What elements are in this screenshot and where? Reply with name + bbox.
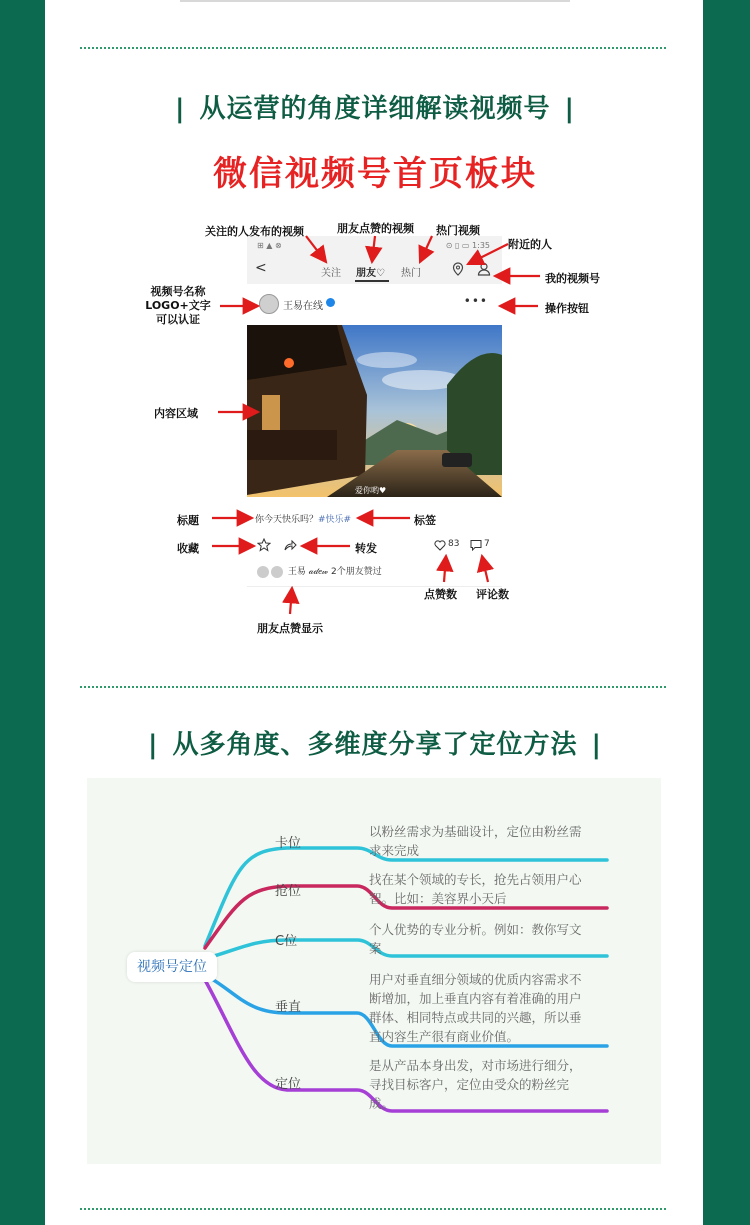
like-count: 83: [448, 539, 460, 549]
desc-dingwei: 是从产品本身出发，对市场进行细分， 寻找目标客户，定位由受众的粉丝完 成。: [369, 1058, 582, 1111]
label-share: 转发: [355, 542, 377, 555]
label-content: 内容区域: [154, 407, 198, 420]
dotted-divider: [80, 686, 666, 688]
tab-friends[interactable]: 朋友♡: [356, 268, 385, 279]
status-right: ⊙ ▯ ▭ 1:35: [445, 241, 490, 250]
mind-map-root: 视频号定位: [127, 952, 217, 982]
more-button[interactable]: •••: [463, 294, 488, 308]
branch-cwei: C位: [275, 934, 298, 949]
section1-title: | 从运营的角度详细解读视频号 |: [174, 94, 575, 124]
label-like-count: 点赞数: [424, 588, 457, 601]
post-tag[interactable]: #快乐#: [318, 515, 352, 525]
label-title: 标题: [177, 514, 199, 527]
label-comment-count: 评论数: [476, 588, 509, 601]
tab-hot[interactable]: 热门: [401, 268, 421, 279]
post-title: 你今天快乐吗？#快乐#: [255, 515, 352, 525]
mind-map: [87, 778, 661, 1164]
tab-follow[interactable]: 关注: [321, 268, 341, 279]
branch-chuizhi: 垂直: [275, 1000, 302, 1015]
label-hot: 热门视频: [436, 224, 480, 237]
desc-kawei: 以粉丝需求为基础设计，定位由粉丝需 求来完成: [369, 824, 582, 858]
account-name[interactable]: 王易在线: [283, 301, 323, 312]
status-left: ⊞ ▲ ⊗: [257, 241, 282, 250]
photo-caption: 爱你哟♥: [355, 486, 387, 495]
label-mine: 我的视频号: [545, 272, 600, 285]
branch-dingwei: 定位: [275, 1077, 302, 1092]
desc-chuizhi: 用户对垂直细分领域的优质内容需求不 断增加，加上垂直内容有着准确的用户 群体、相同特点或共同的兴趣，所以垂 直内容生产很有商业价值。: [369, 972, 582, 1044]
section2-title: | 从多角度、多维度分享了定位方法 |: [147, 730, 602, 760]
label-follow: 关注的人发布的视频: [205, 225, 304, 238]
desc-qiangwei: 找在某个领域的专长，抢先占领用户心 智。比如：美容界小天后: [369, 872, 582, 906]
label-friend-like: 朋友点赞显示: [257, 622, 323, 635]
comment-count: 7: [484, 539, 490, 549]
branch-qiangwei: 抢位: [275, 884, 302, 899]
branch-kawei: 卡位: [275, 836, 302, 851]
desc-cwei: 个人优势的专业分析。例如：教你写文 案: [369, 922, 582, 956]
label-nearby: 附近的人: [508, 238, 552, 251]
label-fav: 收藏: [177, 542, 199, 555]
label-tag: 标签: [414, 514, 436, 527]
friends-liked-text: 王易 𝒶𝒹𝑒𝓌 2个朋友赞过: [287, 567, 382, 577]
back-icon[interactable]: <: [255, 260, 267, 276]
label-logo: 视频号名称 LOGO+文字 可以认证: [145, 285, 211, 326]
label-friends: 朋友点赞的视频: [337, 222, 414, 235]
dotted-divider: [80, 1208, 666, 1210]
label-op: 操作按钮: [545, 302, 589, 315]
banner-title: 微信视频号首页板块: [213, 154, 537, 194]
